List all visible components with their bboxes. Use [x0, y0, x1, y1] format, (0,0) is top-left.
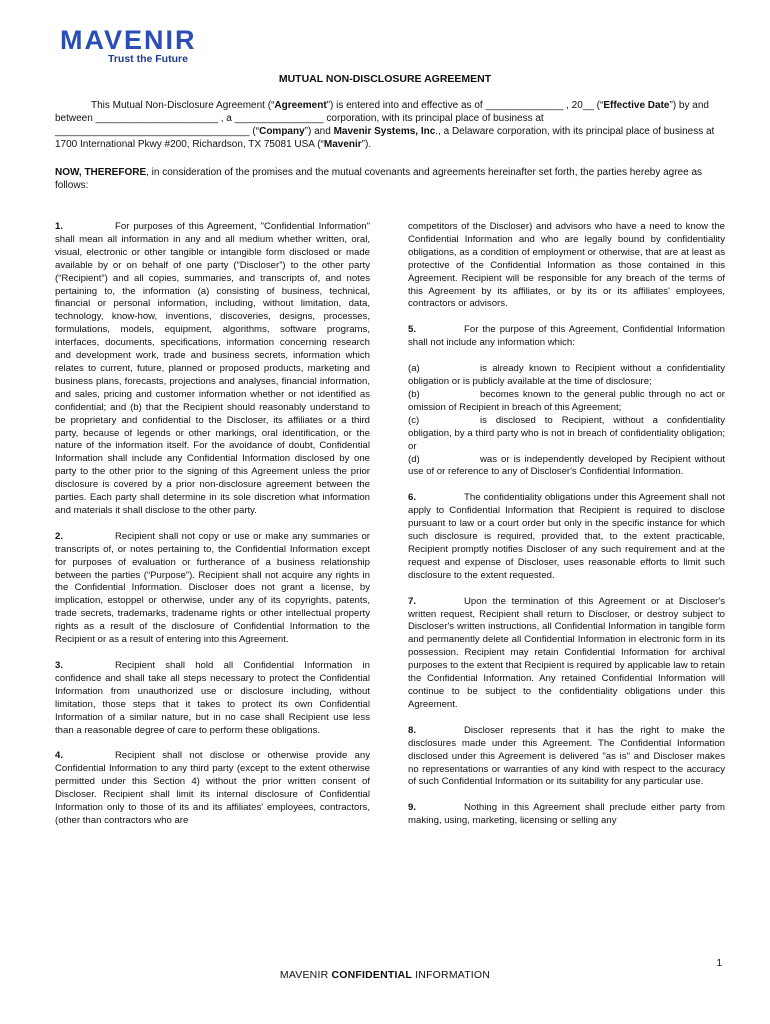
section-5	[408, 324, 725, 350]
intro-text-3: ”) by and between ______________________ , a ________________ corporation, with its principal place of business at ___________________________________ (“	[55, 100, 709, 137]
section-number: 3.	[55, 660, 64, 671]
section-7	[408, 596, 725, 712]
now-therefore-text: , in consideration of the promises and the mutual covenants and agreements hereinafter set forth, the parties hereby agree as follows:	[55, 167, 703, 191]
intro-bold-agreement: Agreement	[274, 100, 327, 111]
section-9	[408, 802, 725, 828]
subsection-label: (b)	[408, 388, 420, 400]
section-5a	[408, 363, 725, 389]
document-title: MUTUAL NON-DISCLOSURE AGREEMENT	[278, 73, 492, 85]
subsection-text: becomes known to the general public through no act or omission of Recipient in breach of this Agreement;	[408, 388, 725, 413]
subsection-label: (d)	[408, 453, 420, 465]
subsection-label: (a)	[408, 363, 420, 375]
section-number: 4.	[55, 750, 64, 762]
intro-bold-company: Company	[259, 125, 305, 137]
section-6	[408, 492, 725, 582]
intro-text-2: ”) is entered into and effective as of ______________ , 20__ (“	[326, 100, 604, 111]
section-3	[55, 660, 370, 737]
section-number: 9.	[408, 802, 417, 814]
right-column	[408, 221, 725, 841]
footer-confidential: CONFIDENTIAL	[331, 969, 413, 981]
section-5c	[408, 415, 725, 454]
section-number: 5.	[408, 324, 417, 336]
section-number: 2.	[55, 530, 64, 542]
section-number: 1.	[55, 221, 64, 232]
section-text: For purposes of this Agreement, "Confidential Information" shall mean all information in any and all medium whether written, oral, visual, electronic or other tangible or intangible form disclosed or made available by or on behalf of one party (“Discloser”) to the other party (“Recipient”) and all copies, summaries, and transcripts of, and notes pertaining to, the information (a) consisting of business, technical, financial or personal information, including, without limitation, data, technology, know-how, inventions, discoveries, designs, processes, formulations, models, equipment, algorithms, software programs, interfaces, documents, specifications, information concerning research and development work, trade and business secrets, information which relates to current, future, planned or proposed products, marketing and business plans, forecasts, projections and analyses, financial information, and sales, pricing and customer information whether or not identified as confidential; and (b) that the Recipient should reasonably understand to be proprietary and confidential to the Discloser, its affiliates or a third party, because of legends or other markings, oral identification, or the nature of the information itself. For the avoidance of doubt, Confidential Information shall include any Confidential Information disclosed by one party to the other prior to the signing of this Agreement unless the prior disclosure is covered by a prior non-disclosure agreement between the parties. Each party shall determine in its sole discretion what information and materials it shall disclose to the other party.	[55, 221, 370, 516]
section-number: 8.	[408, 724, 417, 736]
intro-text-6: ”).	[361, 138, 372, 150]
section-number: 7.	[408, 595, 417, 607]
footer-text-pre: MAVENIR	[279, 969, 332, 981]
section-1	[55, 221, 370, 518]
intro-bold-effective-date: Effective Date	[603, 100, 670, 111]
page-number: 1	[716, 958, 722, 969]
section-text: For the purpose of this Agreement, Confidential Information shall not include any information which:	[408, 324, 725, 349]
section-2	[55, 531, 370, 647]
intro-paragraph	[55, 100, 715, 152]
recitals-paragraph	[55, 167, 715, 193]
section-text: Upon the termination of this Agreement or at Discloser's written request, Recipient shall return to Discloser, or destroy subject to Discloser's written instructions, all Confidential Information in tangible form and permanently delete all Confidential Information in electronic form in its possession. Recipient may retain Confidential Information for archival purposes to the extent that Recipient is required by applicable law to retain the Confidential Information. Any retained Confidential Information will continue to be subject to the confidentiality obligations under this Agreement.	[408, 595, 725, 710]
section-text: Nothing in this Agreement shall preclude either party from making, using, marketing, licensing or selling any	[408, 802, 725, 827]
logo-tagline: Trust the Future	[108, 53, 188, 65]
logo-wordmark: MAVENIR	[60, 25, 197, 55]
section-text: Recipient shall not disclose or otherwise provide any Confidential Information to any third party (except to the extent otherwise permitted under this Section 4) without the prior written consent of Discloser. Recipient shall limit its internal disclosure of Confidential Information only to those of its and its affiliates' employees, contractors, (other than contractors who are	[55, 750, 370, 826]
company-logo	[60, 26, 200, 66]
section-5b	[408, 389, 725, 415]
section-text: Discloser represents that it has the right to make the disclosures made under this Agreement. The Confidential Information disclosed under this Agreement is delivered "as is" and Discloser makes no representations or warranties of any kind with respect to the accuracy of such Confidential Information or its suitability for any particular use.	[408, 724, 725, 788]
now-therefore-bold: NOW, THEREFORE	[55, 167, 147, 178]
subsection-text: is disclosed to Recipient, without a confidentiality obligation, by a third party who is not in breach of confidentiality obligation; or	[408, 414, 725, 452]
section-text: The confidentiality obligations under this Agreement shall not apply to Confidential Information that Recipient is required to disclose pursuant to law or a court order but only in the specific instance for which such disclosure is required, provided that, to the extent practicable, Recipient promptly notifies Discloser of any such requirement and at the request and expense of Discloser, uses reasonable efforts to limit such disclosure to the extent requested.	[408, 492, 725, 581]
left-column	[55, 221, 370, 841]
intro-text-5: ., a Delaware corporation, with its principal place of business at 1700 International Pkwy #200, Richardson, TX 75081 USA (“	[55, 125, 715, 150]
section-number: 6.	[408, 492, 417, 504]
section-8	[408, 725, 725, 790]
section-4-continued: competitors of the Discloser) and advisors who have a need to know the Confidential Information and who are legally bound by confidentiality obligations, as a condition of employment or otherwise, that are at least as protective of the Confidential Information as those contained in this Agreement. Recipient will be responsible for any breach of the terms of this Agreement by its affiliates, or by its or its affiliates' employees, contractors or advisors.	[408, 221, 725, 310]
intro-bold-mavenir: Mavenir	[323, 138, 362, 150]
intro-text-4: ”) and	[304, 125, 334, 137]
section-text: Recipient shall not copy or use or make any summaries or transcripts of, or notes pertaining to, the Confidential Information except for purposes of evaluation or furtherance of a business relationship between the parties (“Purpose”). Recipient shall not acquire any rights in the Confidential Information. Discloser does not grant a license, by implication, estoppel or otherwise, under any of its copyrights, patents, trade secrets, trademarks, tradename rights or other intellectual property rights as a result of the disclosure of Confidential Information to the Recipient or as a result of entering into this Agreement.	[55, 530, 370, 646]
subsection-text: was or is independently developed by Recipient without use of or reference to any of Discloser's Confidential Information.	[408, 453, 725, 478]
section-5d	[408, 454, 725, 480]
section-text: Recipient shall hold all Confidential Information in confidence and shall take all steps necessary to protect the Confidential Information from unauthorized use or disclosure including, without limitation, those steps that it takes to protect its own Confidential Information of a similar nature, but in no case shall Recipient use less than a reasonable degree of care to perform these obligations.	[55, 660, 370, 736]
intro-text-1: This Mutual Non-Disclosure Agreement (“	[91, 100, 275, 111]
subsection-text: is already known to Recipient without a confidentiality obligation or is publicly available at the time of disclosure;	[408, 363, 725, 388]
footer-text-post: INFORMATION	[412, 969, 491, 981]
subsection-label: (c)	[408, 414, 420, 426]
intro-bold-mavenir-systems: Mavenir Systems, Inc	[333, 125, 436, 137]
page-footer	[0, 969, 770, 981]
section-4	[55, 750, 370, 827]
